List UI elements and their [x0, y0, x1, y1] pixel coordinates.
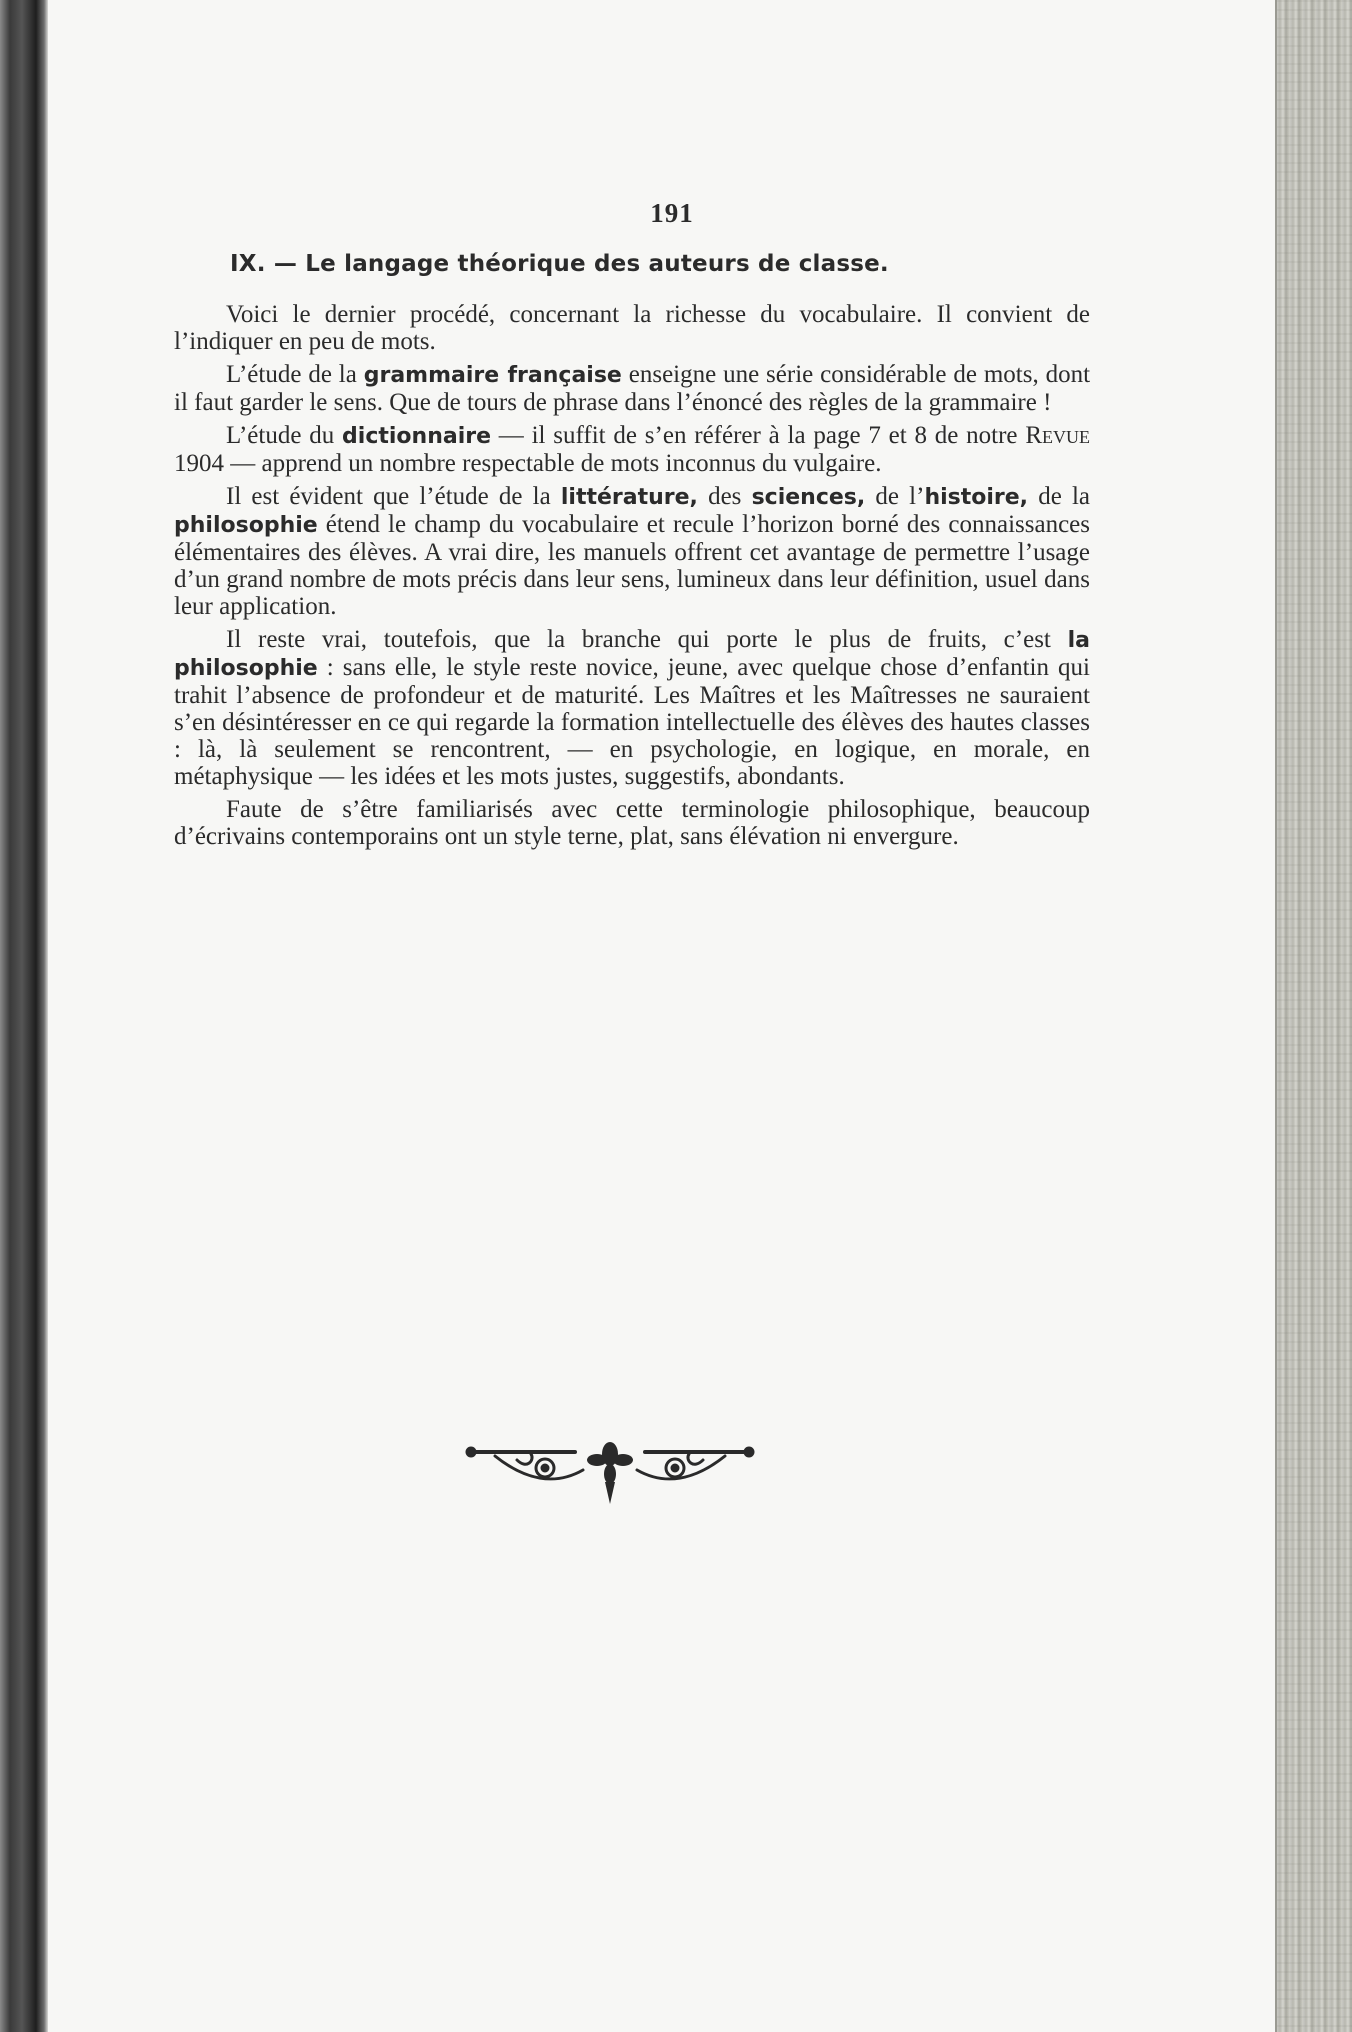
- text-run: Voici le dernier procédé, concernant la richesse du vocabulaire. Il convient de l’indiquer en peu de mots.: [174, 301, 1090, 355]
- bold-term: histoire,: [924, 485, 1029, 510]
- section-heading: IX. — Le langage théorique des auteurs de classe.: [230, 251, 889, 277]
- book-gutter: [0, 0, 48, 2032]
- text-run: enseigne une série considérable de mots, dont il faut garder le sens. Que de tours de phrase dans l’énoncé des règles de la grammaire !: [174, 361, 1091, 416]
- bold-term: littérature,: [560, 485, 698, 510]
- fleuron-ornament: [465, 1430, 755, 1510]
- bold-term: sciences,: [751, 485, 866, 510]
- text-run: Il reste vrai, toutefois, que la branche qui porte le plus de fruits, c’est: [226, 626, 1068, 653]
- text-run: — il suffit de s’en référer à la page 7 et 8 de notre: [491, 422, 1026, 449]
- text-run: : sans elle, le style reste novice, jeune, avec quelque chose d’enfantin qui trahit l’absence de profondeur et de maturité. Les Maîtres et les Maîtresses ne sauraient s’en désintéresser en ce qui regarde la formation intellectuelle des élèves des hautes classes : là, là seulement se rencontrent, — en psychologie, en logique, en morale, en métaphysique — les idées et les mots justes, suggestifs, abondants.: [174, 654, 1090, 790]
- text-run: des: [697, 483, 752, 510]
- small-caps-text: Revue: [1025, 422, 1090, 449]
- page-stack-edge: [1275, 0, 1352, 2032]
- text-block: [174, 198, 1090, 856]
- text-run: de la: [1028, 483, 1090, 510]
- text-run: étend le champ du vocabulaire et recule l’horizon borné des connaissances élémentaires des élèves. A vrai dire, les manuels offrent cet avantage de permettre l’usage d’un grand nombre de mots précis dans leur sens, lumineux dans leur définition, usuel dans leur application.: [174, 511, 1090, 620]
- bold-term: dictionnaire: [342, 424, 492, 449]
- text-run: 1904 — apprend un nombre respectable de mots inconnus du vulgaire.: [174, 450, 882, 477]
- paragraph: [174, 301, 1090, 355]
- bold-term: philosophie: [174, 513, 318, 538]
- body-text: [174, 301, 1090, 850]
- bold-term: grammaire française: [363, 363, 622, 388]
- paragraph: [174, 626, 1090, 790]
- text-run: L’étude de la: [226, 361, 364, 388]
- text-run: de l’: [865, 483, 925, 510]
- text-run: Il est évident que l’étude de la: [226, 483, 561, 510]
- text-run: Faute de s’être familiarisés avec cette terminologie philosophique, beaucoup d’écrivains contemporains ont un style terne, plat, sans élévation ni envergure.: [174, 796, 1090, 850]
- text-run: L’étude du: [226, 422, 343, 449]
- paragraph: [174, 796, 1090, 850]
- paragraph: [174, 483, 1090, 620]
- paragraph: [174, 422, 1090, 477]
- page-number: 191: [650, 198, 694, 228]
- paragraph: [174, 361, 1090, 416]
- bold-term: la philosophie: [174, 628, 1090, 681]
